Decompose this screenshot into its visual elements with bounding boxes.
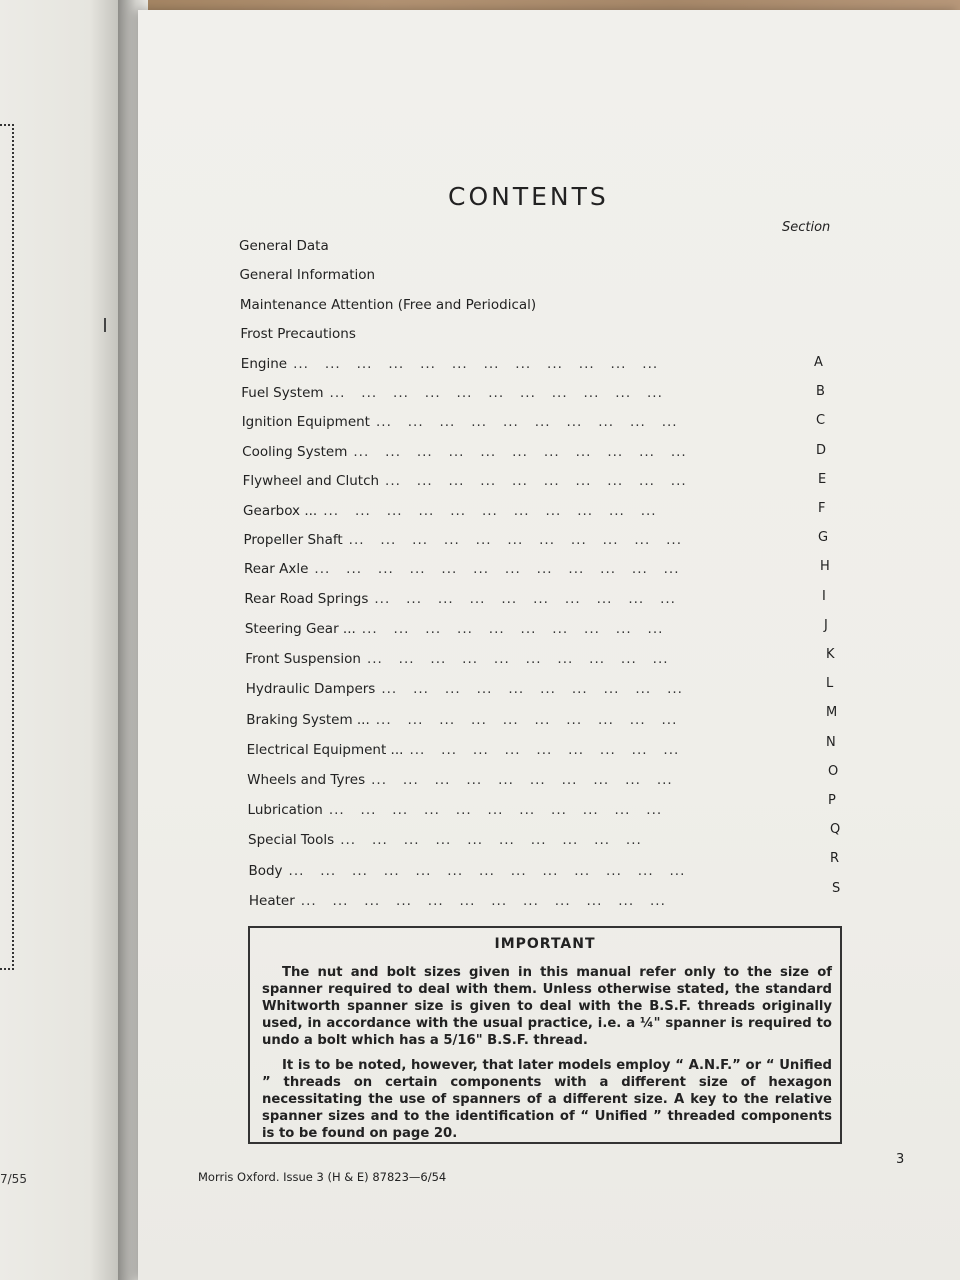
contents-entry-label: Propeller Shaft (243, 532, 343, 548)
contents-entry-label: Flywheel and Clutch (242, 473, 380, 490)
contents-entry-label: Ignition Equipment (241, 414, 370, 431)
contents-entry (247, 742, 680, 758)
contents-entry-label: Lubrication (247, 802, 323, 819)
contents-entry-leader: ... ... ... ... ... ... ... ... ... ... (385, 473, 687, 490)
section-letter: C (816, 413, 826, 429)
contents-entry-leader: ... ... ... ... ... ... ... ... ... ... (374, 590, 676, 607)
contents-entry-label: Rear Axle (243, 561, 309, 578)
left-page (0, 0, 128, 1280)
contents-entry-label: Special Tools (248, 832, 335, 849)
important-box (248, 926, 842, 1144)
contents-entry-label: Gearbox ... (243, 502, 318, 519)
section-letter: I (822, 588, 826, 604)
contents-entry-leader: ... ... ... ... ... ... ... ... ... ... ... ... (314, 561, 680, 578)
important-paragraph-1: The nut and bolt sizes given in this manual refer only to the size of spanner required to deal with them. Unless otherwise stated, the standard Whitworth spanner size is given to deal with the B.S.F. threads originally used, in accordance with the usual practice, i.e. a ¼" spanner is required to undo a bolt which has a 5/16" B.S.F. thread. (262, 965, 832, 1048)
contents-entry-label: Maintenance Attention (Free and Periodical) (239, 296, 537, 313)
contents-entry-leader: ... ... ... ... ... ... ... ... ... ... ... (348, 532, 683, 548)
section-letter: G (818, 530, 829, 546)
contents-entry-leader: ... ... ... ... ... ... ... ... ... ... ... (328, 802, 663, 819)
section-letter: F (818, 501, 826, 516)
contents-entry (246, 712, 677, 728)
footer-imprint: Morris Oxford. Issue 3 (H & E) 87823—6/54 (198, 1170, 447, 1184)
contents-entry (240, 297, 536, 313)
left-page-border (0, 124, 14, 970)
important-title: IMPORTANT (494, 936, 596, 952)
section-letter: Q (830, 822, 841, 838)
contents-entry-leader: ... ... ... ... ... ... ... ... ... ... (375, 414, 678, 431)
contents-entry (249, 893, 666, 909)
contents-entry (244, 532, 683, 548)
section-letter: R (830, 851, 840, 867)
contents-entry-leader: ... ... ... ... ... ... ... ... ... ... ... (353, 443, 687, 460)
contents-entry-leader: ... ... ... ... ... ... ... ... ... ... (371, 772, 673, 788)
contents-entry-leader: ... ... ... ... ... ... ... ... ... ... (361, 621, 664, 637)
contents-entry-label: General Information (239, 267, 376, 284)
contents-entry-label: Wheels and Tyres (247, 772, 366, 788)
contents-entry (241, 385, 663, 401)
contents-entry-label: Rear Road Springs (244, 590, 369, 607)
section-letter: L (826, 676, 834, 692)
contents-entry (242, 444, 687, 460)
section-letter: K (826, 647, 835, 662)
contents-entry (240, 326, 356, 342)
contents-title: CONTENTS (448, 182, 609, 211)
section-letter: B (816, 384, 825, 400)
contents-entry-leader: ... ... ... ... ... ... ... ... ... ... (340, 832, 642, 849)
section-letter: O (828, 763, 839, 779)
contents-entry (247, 772, 673, 788)
important-text (262, 964, 832, 1150)
contents-entry (244, 561, 680, 577)
section-letter: J (824, 617, 828, 633)
section-letter: P (828, 793, 836, 808)
contents-entry (243, 473, 687, 489)
contents-entry-leader: ... ... ... ... ... ... ... ... ... ... ... ... ... (288, 862, 686, 879)
section-letter: M (826, 705, 838, 721)
contents-entry (239, 238, 329, 254)
contents-entry-label: Cooling System (242, 443, 348, 460)
contents-entry (239, 267, 375, 283)
contents-entry-label: Body (248, 862, 283, 879)
contents-entry-label: Engine (240, 355, 288, 372)
contents-entry-label: Steering Gear ... (244, 621, 356, 637)
contents-entry-label: Frost Precautions (240, 326, 356, 343)
contents-entry-leader: ... ... ... ... ... ... ... ... ... ... (381, 681, 683, 698)
contents-entry (245, 651, 668, 667)
contents-entry (248, 832, 642, 848)
left-page-footer: 7/55 (0, 1172, 27, 1186)
section-letter: S (832, 880, 841, 896)
contents-entry-label: General Data (239, 238, 329, 254)
contents-entry (243, 503, 657, 519)
contents-entry (241, 356, 658, 372)
contents-entry-label: Electrical Equipment ... (246, 741, 404, 758)
section-letter: N (826, 734, 836, 750)
contents-entry-leader: ... ... ... ... ... ... ... ... ... ... ... ... (293, 355, 659, 372)
contents-entry-label: Braking System ... (246, 711, 370, 728)
contents-entry (246, 681, 683, 697)
contents-entry-label: Hydraulic Dampers (245, 681, 376, 698)
section-letter: D (816, 442, 827, 458)
section-header: Section (782, 220, 831, 235)
contents-entry-leader: ... ... ... ... ... ... ... ... ... ... ... ... (300, 892, 666, 909)
section-letter: E (818, 471, 827, 487)
page-number: 3 (896, 1152, 905, 1167)
important-paragraph-2: It is to be noted, however, that later models employ “ A.N.F.” or “ Unified ” threads on certain components with a different size of hexagon necessitating the use of spanners of a different size. A key to the relative spanner sizes and to the identification of “ Unified ” threaded components is to be found on page 20. (262, 1058, 832, 1141)
contents-entry-label: Heater (248, 892, 295, 909)
contents-entry (245, 621, 664, 637)
contents-entry-label: Front Suspension (245, 651, 361, 668)
contents-entry (248, 863, 685, 879)
contents-entry-leader: ... ... ... ... ... ... ... ... ... ... ... (329, 385, 663, 401)
contents-entry-leader: ... ... ... ... ... ... ... ... ... ... (366, 651, 669, 668)
contents-entry (244, 591, 676, 607)
contents-entry (242, 414, 678, 430)
contents-entry-leader: ... ... ... ... ... ... ... ... ... ... ... (323, 502, 657, 519)
section-letter: A (814, 355, 823, 370)
section-letter: H (820, 559, 830, 575)
left-page-mark (104, 318, 106, 332)
contents-entry-leader: ... ... ... ... ... ... ... ... ... (409, 741, 680, 758)
contents-entry (248, 802, 663, 818)
contents-entry-leader: ... ... ... ... ... ... ... ... ... ... (375, 711, 678, 728)
contents-entry-label: Fuel System (241, 385, 324, 401)
